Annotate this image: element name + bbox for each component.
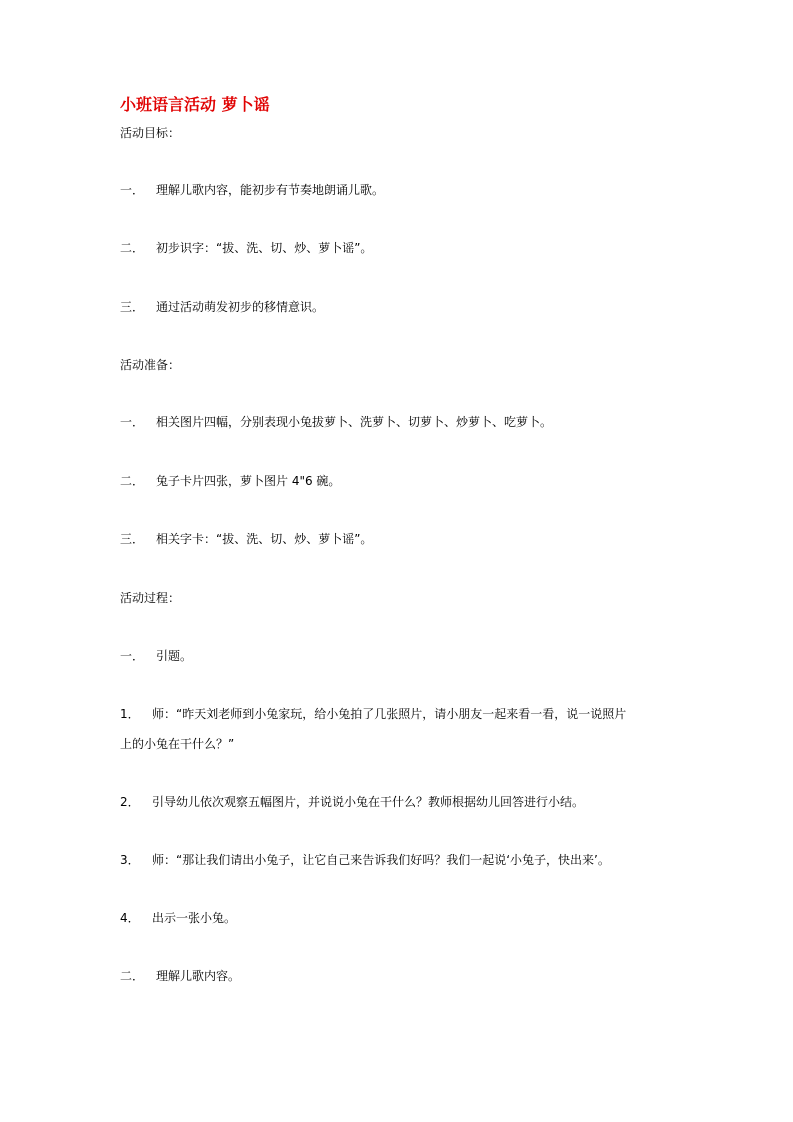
preparation-heading: 活动准备：: [120, 358, 181, 372]
preparation-item-2: [120, 473, 340, 489]
goal-item-1: [120, 182, 384, 198]
goal-item-1-number: 一．: [120, 183, 145, 197]
preparation-item-1-number: 一．: [120, 415, 145, 429]
process-step-1-number: 1．: [120, 707, 140, 721]
process-step-4: [120, 910, 236, 926]
process-step-2-text: 引导幼儿依次观察五幅图片，并说说小兔在干什么？教师根据幼儿回答进行小结。: [152, 795, 585, 809]
goal-item-2: [120, 240, 372, 256]
process-step-4-text: 出示一张小兔。: [152, 911, 237, 925]
process-step-1-continuation: 上的小兔在干什么？”: [120, 737, 235, 751]
process-step-3: [120, 852, 610, 868]
goal-item-2-number: 二．: [120, 241, 145, 255]
process-step-2: [120, 794, 584, 810]
process-heading: 活动过程：: [120, 591, 181, 605]
process-part-2-text: 理解儿歌内容。: [156, 969, 241, 983]
process-step-1: [120, 706, 626, 722]
goals-heading: 活动目标：: [120, 126, 181, 140]
preparation-item-3: [120, 531, 372, 547]
document-title: 小班语言活动 萝卜谣: [120, 95, 270, 114]
goal-item-3: [120, 299, 324, 315]
preparation-item-3-number: 三．: [120, 532, 145, 546]
process-part-1-number: 一．: [120, 649, 145, 663]
preparation-item-3-text: 相关字卡：“拔、洗、切、炒、萝卜谣”。: [156, 532, 373, 546]
goal-item-2-text: 初步识字：“拔、洗、切、炒、萝卜谣”。: [156, 241, 373, 255]
process-step-4-number: 4．: [120, 911, 140, 925]
process-part-2-number: 二．: [120, 969, 145, 983]
process-part-1-text: 引题。: [156, 649, 193, 663]
goal-item-1-text: 理解儿歌内容，能初步有节奏地朗诵儿歌。: [156, 183, 385, 197]
preparation-item-1: [120, 414, 552, 430]
process-part-2: [120, 968, 240, 984]
process-step-2-number: 2．: [120, 795, 140, 809]
process-step-3-text: 师：“那让我们请出小兔子，让它自己来告诉我们好吗？我们一起说‘小兔子，快出来’。: [152, 853, 610, 867]
process-step-1-text: 师：“昨天刘老师到小兔家玩，给小兔拍了几张照片，请小朋友一起来看一看，说一说照片: [152, 707, 627, 721]
goal-item-3-text: 通过活动萌发初步的移情意识。: [156, 300, 325, 314]
goal-item-3-number: 三．: [120, 300, 145, 314]
process-part-1: [120, 648, 192, 664]
preparation-item-1-text: 相关图片四幅，分别表现小兔拔萝卜、洗萝卜、切萝卜、炒萝卜、吃萝卜。: [156, 415, 553, 429]
preparation-item-2-text: 兔子卡片四张，萝卜图片 4"6 碗。: [156, 474, 341, 488]
preparation-item-2-number: 二．: [120, 474, 145, 488]
process-step-3-number: 3．: [120, 853, 140, 867]
